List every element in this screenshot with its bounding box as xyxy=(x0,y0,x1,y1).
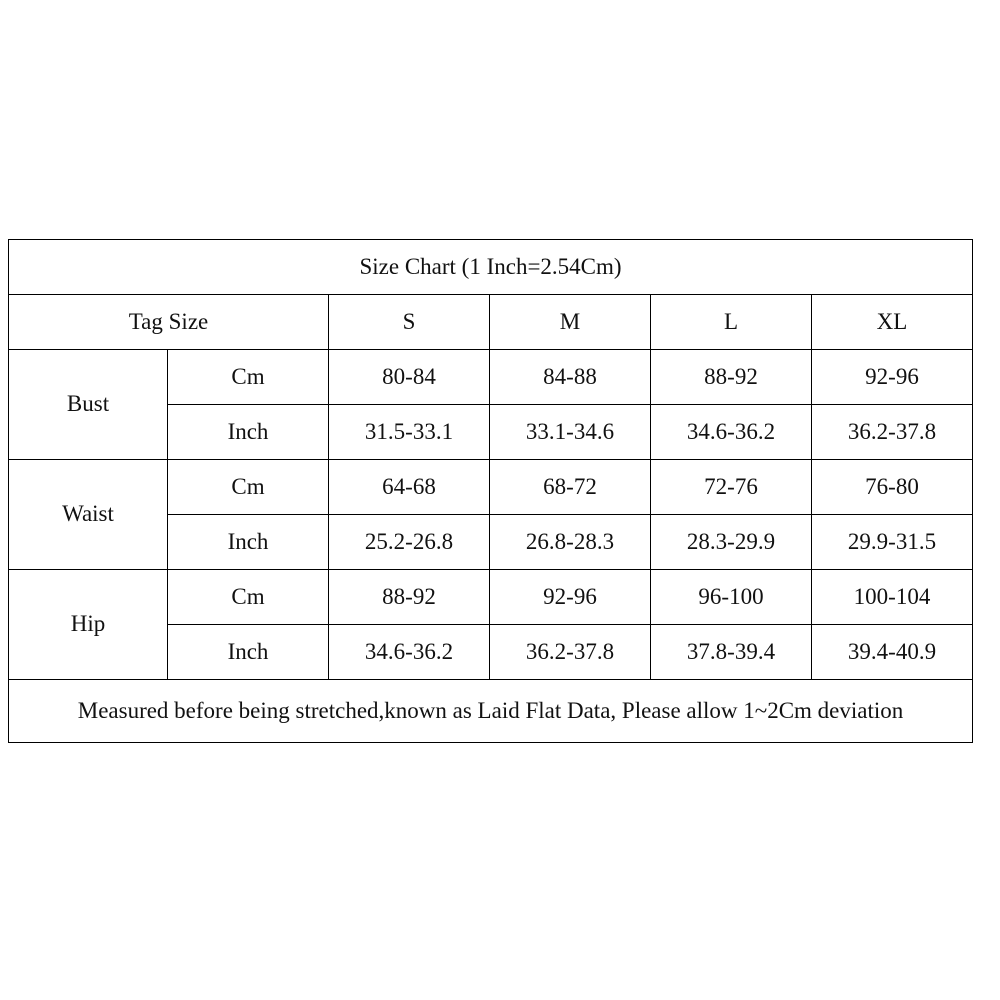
size-header-s: S xyxy=(329,295,490,350)
measurement-note: Measured before being stretched,known as Laid Flat Data, Please allow 1~2Cm deviation xyxy=(9,680,973,743)
table-cell: 29.9-31.5 xyxy=(812,515,973,570)
table-cell: 72-76 xyxy=(651,460,812,515)
table-cell: 92-96 xyxy=(490,570,651,625)
table-cell: 26.8-28.3 xyxy=(490,515,651,570)
title-row xyxy=(9,240,973,295)
table-cell: 25.2-26.8 xyxy=(329,515,490,570)
size-header-l: L xyxy=(651,295,812,350)
table-cell: 84-88 xyxy=(490,350,651,405)
table-cell: 36.2-37.8 xyxy=(812,405,973,460)
unit-label: Inch xyxy=(168,405,329,460)
table-cell: 68-72 xyxy=(490,460,651,515)
table-cell: 80-84 xyxy=(329,350,490,405)
note-row xyxy=(9,680,973,743)
table-cell: 88-92 xyxy=(651,350,812,405)
size-header-m: M xyxy=(490,295,651,350)
size-header-xl: XL xyxy=(812,295,973,350)
table-row xyxy=(9,460,973,515)
table-row xyxy=(9,570,973,625)
unit-label: Inch xyxy=(168,625,329,680)
measure-label-hip: Hip xyxy=(9,570,168,680)
table-cell: 39.4-40.9 xyxy=(812,625,973,680)
measure-label-waist: Waist xyxy=(9,460,168,570)
unit-label: Inch xyxy=(168,515,329,570)
unit-label: Cm xyxy=(168,350,329,405)
unit-label: Cm xyxy=(168,570,329,625)
table-cell: 88-92 xyxy=(329,570,490,625)
table-cell: 34.6-36.2 xyxy=(329,625,490,680)
chart-title: Size Chart (1 Inch=2.54Cm) xyxy=(9,240,973,295)
table-cell: 92-96 xyxy=(812,350,973,405)
table-cell: 76-80 xyxy=(812,460,973,515)
table-cell: 100-104 xyxy=(812,570,973,625)
table-row xyxy=(9,350,973,405)
table-cell: 36.2-37.8 xyxy=(490,625,651,680)
size-chart-table xyxy=(8,239,973,743)
tag-size-header: Tag Size xyxy=(9,295,329,350)
measure-label-bust: Bust xyxy=(9,350,168,460)
header-row xyxy=(9,295,973,350)
unit-label: Cm xyxy=(168,460,329,515)
table-cell: 28.3-29.9 xyxy=(651,515,812,570)
table-cell: 33.1-34.6 xyxy=(490,405,651,460)
table-cell: 64-68 xyxy=(329,460,490,515)
table-cell: 37.8-39.4 xyxy=(651,625,812,680)
table-cell: 34.6-36.2 xyxy=(651,405,812,460)
table-cell: 31.5-33.1 xyxy=(329,405,490,460)
table-cell: 96-100 xyxy=(651,570,812,625)
